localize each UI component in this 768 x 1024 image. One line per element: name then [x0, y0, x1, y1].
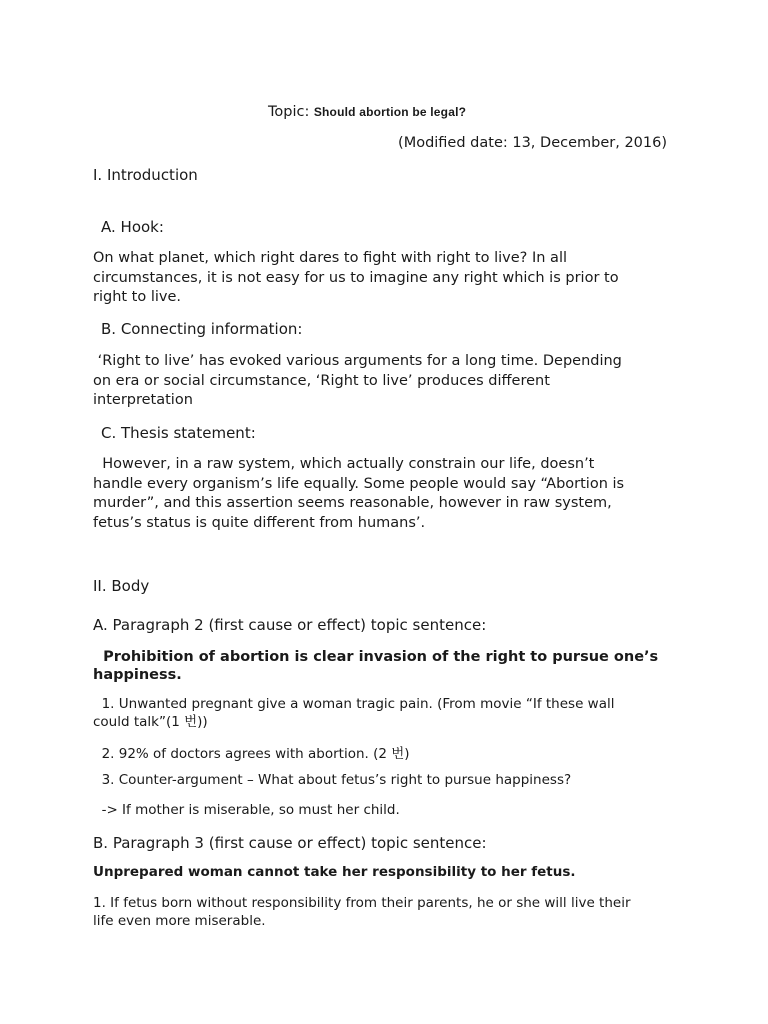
thesis-heading: C. Thesis statement: — [101, 424, 256, 442]
paragraph3-topic: Unprepared woman cannot take her responsibility to her fetus. — [93, 864, 576, 880]
paragraph3-heading: B. Paragraph 3 (first cause or effect) topic sentence: — [93, 834, 487, 852]
document-title — [268, 104, 466, 120]
thesis-line: However, in a raw system, which actually constrain our life, doesn’t — [93, 456, 595, 472]
paragraph2-topic-line: happiness. — [93, 667, 182, 683]
hook-line: On what planet, which right dares to fight with right to live? In all — [93, 250, 568, 266]
paragraph2-point3: 3. Counter-argument – What about fetus’s right to pursue happiness? — [93, 772, 572, 788]
paragraph2-point1-line: could talk”(1 번)) — [93, 714, 208, 730]
connecting-info-paragraph — [93, 352, 683, 411]
paragraph2-topic — [93, 648, 683, 684]
thesis-line: murder”, and this assertion seems reasonable, however in raw system, — [93, 495, 612, 511]
thesis-line: fetus’s status is quite different from humans’. — [93, 514, 426, 531]
modified-date: (Modified date: 13, December, 2016) — [398, 135, 667, 151]
connecting-line: ‘Right to live’ has evoked various arguments for a long time. Depending — [93, 353, 622, 369]
paragraph3-point1-line: life even more miserable. — [93, 913, 266, 929]
connecting-info-heading: B. Connecting information: — [101, 320, 303, 338]
paragraph2-point1-line: 1. Unwanted pregnant give a woman tragic pain. (From movie “If these wall — [93, 696, 615, 712]
hook-line: right to live. — [93, 289, 182, 305]
introduction-heading: I. Introduction — [93, 166, 198, 184]
paragraph3-point1 — [93, 894, 683, 930]
hook-heading: A. Hook: — [101, 218, 164, 236]
paragraph2-point1 — [93, 695, 683, 731]
paragraph2-point3-sub: -> If mother is miserable, so must her child. — [93, 802, 400, 818]
paragraph2-heading: A. Paragraph 2 (first cause or effect) topic sentence: — [93, 616, 487, 634]
title-label: Topic: — [268, 104, 310, 120]
connecting-line: interpretation — [93, 392, 193, 408]
title-text: Should abortion be legal? — [313, 105, 467, 119]
paragraph3-point1-line: 1. If fetus born without responsibility from their parents, he or she will live their — [93, 895, 631, 911]
body-heading: II. Body — [93, 577, 150, 595]
thesis-line: handle every organism’s life equally. Some people would say “Abortion is — [93, 475, 625, 492]
paragraph2-topic-line: Prohibition of abortion is clear invasion of the right to pursue one’s — [93, 649, 659, 665]
hook-line: circumstances, it is not easy for us to imagine any right which is prior to — [93, 269, 619, 286]
connecting-line: on era or social circumstance, ‘Right to live’ produces different — [93, 372, 550, 389]
hook-paragraph — [93, 249, 683, 308]
thesis-paragraph — [93, 455, 683, 533]
paragraph2-point2: 2. 92% of doctors agrees with abortion. (2 번) — [93, 746, 410, 762]
